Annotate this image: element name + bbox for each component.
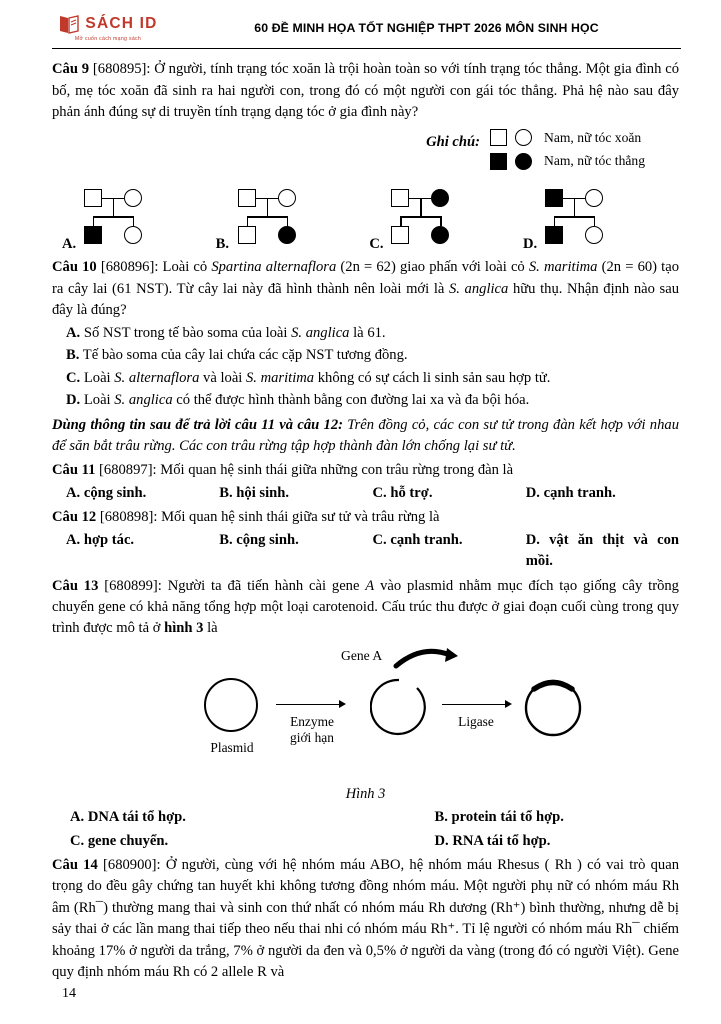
q13-option-a-text: A. DNA tái tổ hợp. bbox=[70, 809, 186, 826]
q10-option-d-pre: Loài bbox=[80, 392, 115, 409]
ped-a-mother bbox=[124, 189, 142, 207]
q13-option-b bbox=[373, 807, 680, 828]
q10-option-c-italic-2: S. maritima bbox=[246, 369, 315, 386]
choice-d-label: D. bbox=[522, 236, 538, 253]
ped-c-sib-line bbox=[400, 216, 440, 217]
q10-option-c-pre: Loài bbox=[80, 369, 115, 386]
circle-unfilled-icon bbox=[515, 129, 532, 146]
choice-c-label: C. bbox=[369, 236, 384, 253]
ped-a-child-son bbox=[84, 226, 102, 244]
plasmid-ring-3-recombinant bbox=[522, 676, 584, 738]
passage-11-12 bbox=[52, 415, 679, 458]
page-number: 14 bbox=[62, 986, 76, 1001]
q13-options-row-2 bbox=[66, 831, 679, 852]
ped-a-child2-line bbox=[133, 216, 134, 226]
ped-c-child2-line bbox=[440, 216, 441, 226]
q11-option-b bbox=[219, 483, 372, 504]
q10-option-a bbox=[66, 323, 679, 344]
q10-option-b bbox=[66, 345, 679, 366]
q11-label: Câu 11 bbox=[52, 462, 96, 479]
plasmid-ring-2 bbox=[370, 678, 428, 736]
q10-option-c-post: không có sự cách li sinh sản sau hợp tử. bbox=[314, 369, 551, 386]
q13-gene-italic: A bbox=[365, 577, 375, 594]
header-title: 60 ĐỀ MINH HỌA TỐT NGHIỆP THPT 2026 MÔN SINH HỌC bbox=[254, 21, 599, 36]
ped-c-father bbox=[391, 189, 409, 207]
q10-option-c bbox=[66, 368, 679, 389]
q10-text-1: Loài cỏ bbox=[162, 259, 212, 276]
ped-b-child1-line bbox=[247, 216, 248, 226]
q12-option-a bbox=[66, 530, 219, 573]
ped-d-child-daughter bbox=[585, 226, 603, 244]
ped-b-sib-line bbox=[247, 216, 287, 217]
q9-pedigree-figures bbox=[62, 181, 673, 253]
gene-a-label: Gene A bbox=[341, 647, 383, 663]
q12-option-a-text: A. hợp tác. bbox=[66, 531, 135, 548]
ped-a-descent-line bbox=[113, 198, 114, 216]
ped-a-child-daughter bbox=[124, 226, 142, 244]
choice-a-label: A. bbox=[62, 236, 77, 253]
ped-a-child1-line bbox=[93, 216, 94, 226]
q13-text-3: là bbox=[203, 620, 218, 637]
ped-a-father bbox=[84, 189, 102, 207]
q11-option-a-text: A. cộng sinh. bbox=[66, 484, 147, 501]
pedigree-a bbox=[62, 181, 212, 253]
ligase-label: Ligase bbox=[458, 713, 494, 729]
choice-b-label: B. bbox=[215, 236, 230, 253]
q12-option-c bbox=[373, 530, 526, 573]
ped-d-child1-line bbox=[554, 216, 555, 226]
q13-text-1: Người ta đã tiến hành cài gene bbox=[167, 577, 366, 594]
pedigree-b bbox=[216, 181, 366, 253]
q12-option-d bbox=[526, 530, 679, 573]
gene-a-fragment-icon bbox=[392, 646, 462, 672]
q14-label: Câu 14 bbox=[52, 856, 98, 873]
legend-label: Ghi chú: bbox=[426, 133, 480, 150]
question-10 bbox=[52, 257, 679, 321]
q12-option-c-text: C. cạnh tranh. bbox=[372, 531, 463, 548]
ped-d-sib-line bbox=[554, 216, 594, 217]
q10-option-c-mid: và loài bbox=[199, 369, 246, 386]
q11-option-b-text: B. hội sinh. bbox=[219, 484, 290, 501]
q9-code: [680895]: bbox=[92, 61, 151, 78]
page-header bbox=[0, 0, 721, 48]
ped-c-child1-line bbox=[400, 216, 401, 226]
q12-option-d-text: D. vật ăn thịt và con mồi. bbox=[525, 531, 679, 570]
arrow-2-line bbox=[442, 704, 506, 706]
q10-text-3: (2n = 60) tạo ra cây lai (61 NST). Từ cây lai này đã hình thành nên loài mới là bbox=[52, 259, 679, 297]
pedigree-c bbox=[369, 181, 519, 253]
ped-b-child2-line bbox=[287, 216, 288, 226]
ped-d-child2-line bbox=[594, 216, 595, 226]
ped-b-mother bbox=[278, 189, 296, 207]
ped-d-descent-line bbox=[574, 198, 575, 216]
q13-option-c-text: C. gene chuyển. bbox=[70, 832, 169, 849]
book-icon bbox=[58, 14, 80, 34]
q10-species-2: S. maritima bbox=[528, 259, 598, 276]
q13-text-2: vào plasmid nhằm mục đích tạo giống cây trồng chuyển gene có khả năng tổng hợp một loại carotenoid. Cấu trúc thu được ở giai đoạn cuối cùng trong quy trình được mô tả ở bbox=[52, 577, 679, 637]
q14-code: [680900]: bbox=[103, 856, 161, 873]
q11-option-c-text: C. hỗ trợ. bbox=[372, 484, 433, 501]
legend-row-affected bbox=[490, 151, 645, 171]
q9-text: Ở người, tính trạng tóc xoăn là trội hoàn toàn so với tính trạng tóc thẳng. Một gia đình có bố, mẹ tóc xoăn đã sinh ra hai người con, trong đó có một người con gái tóc thẳng. Phả hệ nào sau đây phản ánh đúng sự di truyền tính trạng dạng tóc ở gia đình này? bbox=[52, 61, 679, 121]
q11-option-c bbox=[373, 483, 526, 504]
q11-option-d-text: D. cạnh tranh. bbox=[525, 484, 616, 501]
q10-option-c-italic-1: S. alternaflora bbox=[114, 369, 200, 386]
pedigree-d bbox=[523, 181, 673, 253]
ped-a-sib-line bbox=[93, 216, 133, 217]
passage-lead: Dùng thông tin sau để trả lời câu 11 và câu 12: bbox=[52, 416, 343, 433]
q10-option-a-key: A. bbox=[66, 324, 81, 341]
q11-option-a bbox=[66, 483, 219, 504]
page-content bbox=[0, 49, 721, 983]
legend-text-straight: Nam, nữ tóc thẳng bbox=[544, 153, 645, 169]
q10-option-a-pre: Số NST trong tế bào soma của loài bbox=[80, 324, 292, 341]
q11-options bbox=[66, 483, 679, 504]
q10-species-1: Spartina alternaflora bbox=[211, 259, 337, 276]
q12-option-b-text: B. cộng sinh. bbox=[219, 531, 299, 548]
q10-text-2: (2n = 62) giao phấn với loài cỏ bbox=[336, 259, 529, 276]
logo bbox=[52, 14, 164, 42]
q10-option-b-text: Tế bào soma của cây lai chứa các cặp NST tương đồng. bbox=[79, 347, 408, 364]
ped-b-child-son bbox=[238, 226, 256, 244]
q13-figure-ref: hình 3 bbox=[164, 620, 204, 637]
logo-tagline: Mở cuốn cách mạng sách bbox=[74, 36, 142, 42]
q13-option-c bbox=[66, 831, 373, 852]
ped-c-descent-line bbox=[420, 198, 421, 216]
ped-b-child-daughter bbox=[278, 226, 296, 244]
q13-label: Câu 13 bbox=[52, 577, 99, 594]
q9-legend bbox=[52, 128, 679, 172]
passage-text: Trên đồng cỏ, các con sư tử trong đàn kết hợp với nhau để săn bắt trâu rừng. Các con trâu rừng tập hợp thành đàn lớn chống lại sư tử. bbox=[52, 416, 679, 454]
question-11 bbox=[52, 460, 679, 481]
square-unfilled-icon bbox=[490, 129, 507, 146]
q10-option-d bbox=[66, 390, 679, 411]
question-9 bbox=[52, 59, 679, 123]
q13-option-d bbox=[373, 831, 680, 852]
q11-code: [680897]: bbox=[99, 462, 157, 479]
ped-d-child-son bbox=[545, 226, 563, 244]
q10-option-a-post: là 61. bbox=[349, 324, 386, 341]
q10-option-d-italic: S. anglica bbox=[114, 392, 173, 409]
q12-text: Mối quan hệ sinh thái giữa sư tử và trâu rừng là bbox=[157, 509, 440, 526]
enzyme-label-line1: Enzyme bbox=[290, 713, 334, 729]
q13-code: [680899]: bbox=[104, 577, 162, 594]
ped-d-father bbox=[545, 189, 563, 207]
q10-label: Câu 10 bbox=[52, 259, 97, 276]
q14-text: Ở người, cùng với hệ nhóm máu ABO, hệ nhóm máu Rhesus ( Rh ) có vai trò quan trọng do đều gây chứng tan huyết khi không tương đồng nhóm máu. Một người phụ nữ có nhóm máu Rh âm (Rh¯) thường mang thai và sinh con thứ nhất có nhóm máu Rh dương (Rh⁺) bình thường, nhưng dễ bị sảy thai ở các lần mang thai tiếp theo nếu thai nhi có nhóm máu Rh⁺. Tỉ lệ người có nhóm máu Rh¯ chiếm khoảng 17% ở người da trắng, 7% ở người da đen và 0,5% ở người da vàng (trong đó có người Việt). Gene quy định nhóm máu Rh có 2 allele R và bbox=[52, 856, 680, 981]
q10-option-d-key: D. bbox=[66, 392, 81, 409]
q10-option-c-key: C. bbox=[66, 369, 81, 386]
q11-option-d bbox=[526, 483, 679, 504]
q10-option-a-italic: S. anglica bbox=[291, 324, 350, 341]
q12-option-b bbox=[219, 530, 372, 573]
q12-options bbox=[66, 530, 679, 573]
figure-3-caption: Hình 3 bbox=[345, 785, 386, 802]
q12-code: [680898]: bbox=[99, 509, 158, 526]
question-12 bbox=[52, 507, 679, 528]
ped-c-child-daughter bbox=[431, 226, 449, 244]
q12-label: Câu 12 bbox=[52, 509, 97, 526]
plasmid-label: Plasmid bbox=[210, 739, 254, 755]
q11-text: Mối quan hệ sinh thái giữa những con trâu rừng trong đàn là bbox=[156, 462, 514, 479]
legend-text-curly: Nam, nữ tóc xoăn bbox=[544, 129, 642, 145]
square-filled-icon bbox=[490, 153, 507, 170]
q13-option-d-text: D. RNA tái tổ hợp. bbox=[434, 832, 551, 849]
arrow-1-line bbox=[276, 704, 340, 706]
figure-3 bbox=[52, 646, 679, 782]
question-14 bbox=[52, 855, 679, 984]
q10-option-b-key: B. bbox=[66, 347, 80, 364]
q13-options-row-1 bbox=[66, 807, 679, 828]
question-13 bbox=[52, 576, 679, 640]
ped-b-descent-line bbox=[267, 198, 268, 216]
ped-c-mother bbox=[431, 189, 449, 207]
circle-filled-icon bbox=[515, 153, 532, 170]
q10-option-d-post: có thể được hình thành bằng con đường lai xa và đa bội hóa. bbox=[172, 392, 530, 409]
q9-label: Câu 9 bbox=[52, 61, 90, 78]
logo-text: SÁCH ID bbox=[85, 15, 158, 33]
q13-option-a bbox=[66, 807, 373, 828]
ped-c-child-son bbox=[391, 226, 409, 244]
ped-d-mother bbox=[585, 189, 603, 207]
legend-row-normal bbox=[490, 128, 645, 148]
q10-text-4: hữu thụ. Nhận định nào sau đây là đúng? bbox=[52, 280, 679, 319]
q13-option-b-text: B. protein tái tổ hợp. bbox=[434, 809, 564, 826]
q10-species-3: S. anglica bbox=[448, 280, 509, 297]
plasmid-ring-1 bbox=[204, 678, 258, 732]
arrow-2-head bbox=[505, 700, 512, 708]
arrow-1-head bbox=[339, 700, 346, 708]
enzyme-label-line2: giới hạn bbox=[290, 729, 334, 745]
ped-b-father bbox=[238, 189, 256, 207]
q10-code: [680896]: bbox=[100, 259, 159, 276]
